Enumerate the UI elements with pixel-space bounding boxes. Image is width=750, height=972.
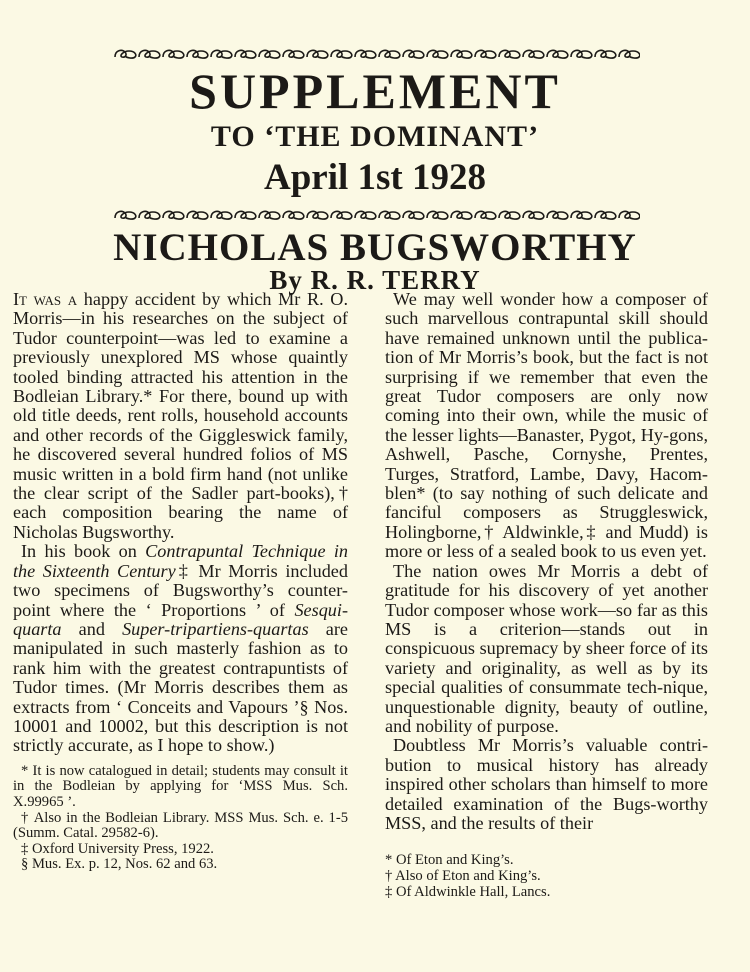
publication-subtitle: TO ‘THE DOMINANT’ bbox=[210, 120, 540, 153]
footnote: § Mus. Ex. p. 12, Nos. 62 and 63. bbox=[21, 856, 218, 873]
book-title: Contrapuntal Technique in the Sixteenth Century bbox=[13, 541, 349, 581]
paragraph-text: are manipulated in such masterly fashion as to rank him with the greatest contrapuntists of Tudor times. (Mr Morris describes them as extracts from ‘ Conceits and Vapours ’§ Nos. 10001 and 10002, but this description is not strictly accurate, as I hope to show.) bbox=[13, 618, 349, 756]
left-column bbox=[13, 290, 348, 873]
paragraph-text: and bbox=[61, 618, 123, 639]
drop-lead: It was a bbox=[13, 289, 78, 309]
term: Sesqui-quarta bbox=[13, 599, 348, 639]
wave-ornament-icon bbox=[113, 208, 640, 222]
footnotes bbox=[13, 764, 348, 873]
issue-date: April 1st 1928 bbox=[264, 157, 486, 198]
paragraph-text: happy accident by which Mr R. O. Morris—in his researches on the subject of Tudor counterpoint—was led to examine a previously unexplored MS whose quaintly tooled binding attracted his attention in the Bodleian Library.* For there, bound up with old title deeds, rent rolls, household accounts and other records of the Giggleswick family, he discovered several hundred folios of MS music written in a bold firm hand (not unlike the clear script of the Sadler part-books),† each composition bearing the name of Nicholas Bugsworthy. bbox=[13, 289, 348, 542]
footnote: * It is now catalogued in detail; students may consult it in the Bodleian by applying for ‘MSS Mus. Sch. X.99965 ’. bbox=[13, 762, 348, 810]
footnote: † Also in the Bodleian Library. MSS Mus. Sch. e. 1-5 (Summ. Catal. 29582-6). bbox=[13, 809, 348, 842]
footnotes bbox=[385, 853, 708, 900]
article-title: NICHOLAS BUGSWORTHY bbox=[113, 226, 637, 269]
wave-ornament-icon bbox=[113, 47, 640, 61]
footnote: † Also of Eton and King’s. bbox=[385, 867, 541, 884]
paragraph-text: In his book on bbox=[21, 541, 146, 562]
top-ornament bbox=[113, 47, 640, 61]
paragraph bbox=[13, 542, 348, 755]
paragraph: Doubtless Mr Morris’s valuable contri-bution to musical history has already inspired other scholars than himself to more detailed examination of the Bugs-worthy MSS, and the results of their bbox=[385, 735, 708, 833]
middle-ornament bbox=[113, 208, 640, 222]
paragraph bbox=[13, 290, 348, 542]
footnote: ‡ Of Aldwinkle Hall, Lancs. bbox=[385, 883, 551, 900]
right-column bbox=[385, 290, 708, 900]
byline: By R. R. TERRY bbox=[269, 265, 481, 295]
term: Super-tripartiens-quartas bbox=[122, 618, 309, 639]
footnote: ‡ Oxford University Press, 1922. bbox=[21, 840, 214, 857]
supplement-heading: SUPPLEMENT bbox=[189, 63, 561, 119]
footnote: * Of Eton and King’s. bbox=[385, 852, 514, 869]
paragraph: We may well wonder how a composer of such marvellous contrapuntal skill should have remained unknown until the publica-tion of Mr Morris’s book, but the fact is not surprising if we remember that even the great Tudor composers are only now coming into their own, while the music of the lesser lights—Banaster, Pygot, Hy-gons, Ashwell, Pasche, Cornyshe, Prentes, Turges, Stratford, Lambe, Davy, Hacom-blen* (to say nothing of such delicate and fanciful composers as Struggleswick, Holingborne,† Aldwinkle,‡ and Mudd) is more or less of a sealed book to us even yet. bbox=[385, 289, 708, 562]
paragraph: The nation owes Mr Morris a debt of gratitude for his discovery of yet another Tudor composer whose work—so far as this MS is a criterion—stands out in conspicuous supremacy by sheer force of its variety and originality, as well as by its special qualities of consummate tech-nique, unquestionable dignity, beauty of outline, and nobility of purpose. bbox=[385, 560, 708, 736]
paragraph-text: ‡ Mr Morris included two specimens of Bugsworthy’s counter-point where the ‘ Proportions ’ of bbox=[13, 560, 348, 620]
